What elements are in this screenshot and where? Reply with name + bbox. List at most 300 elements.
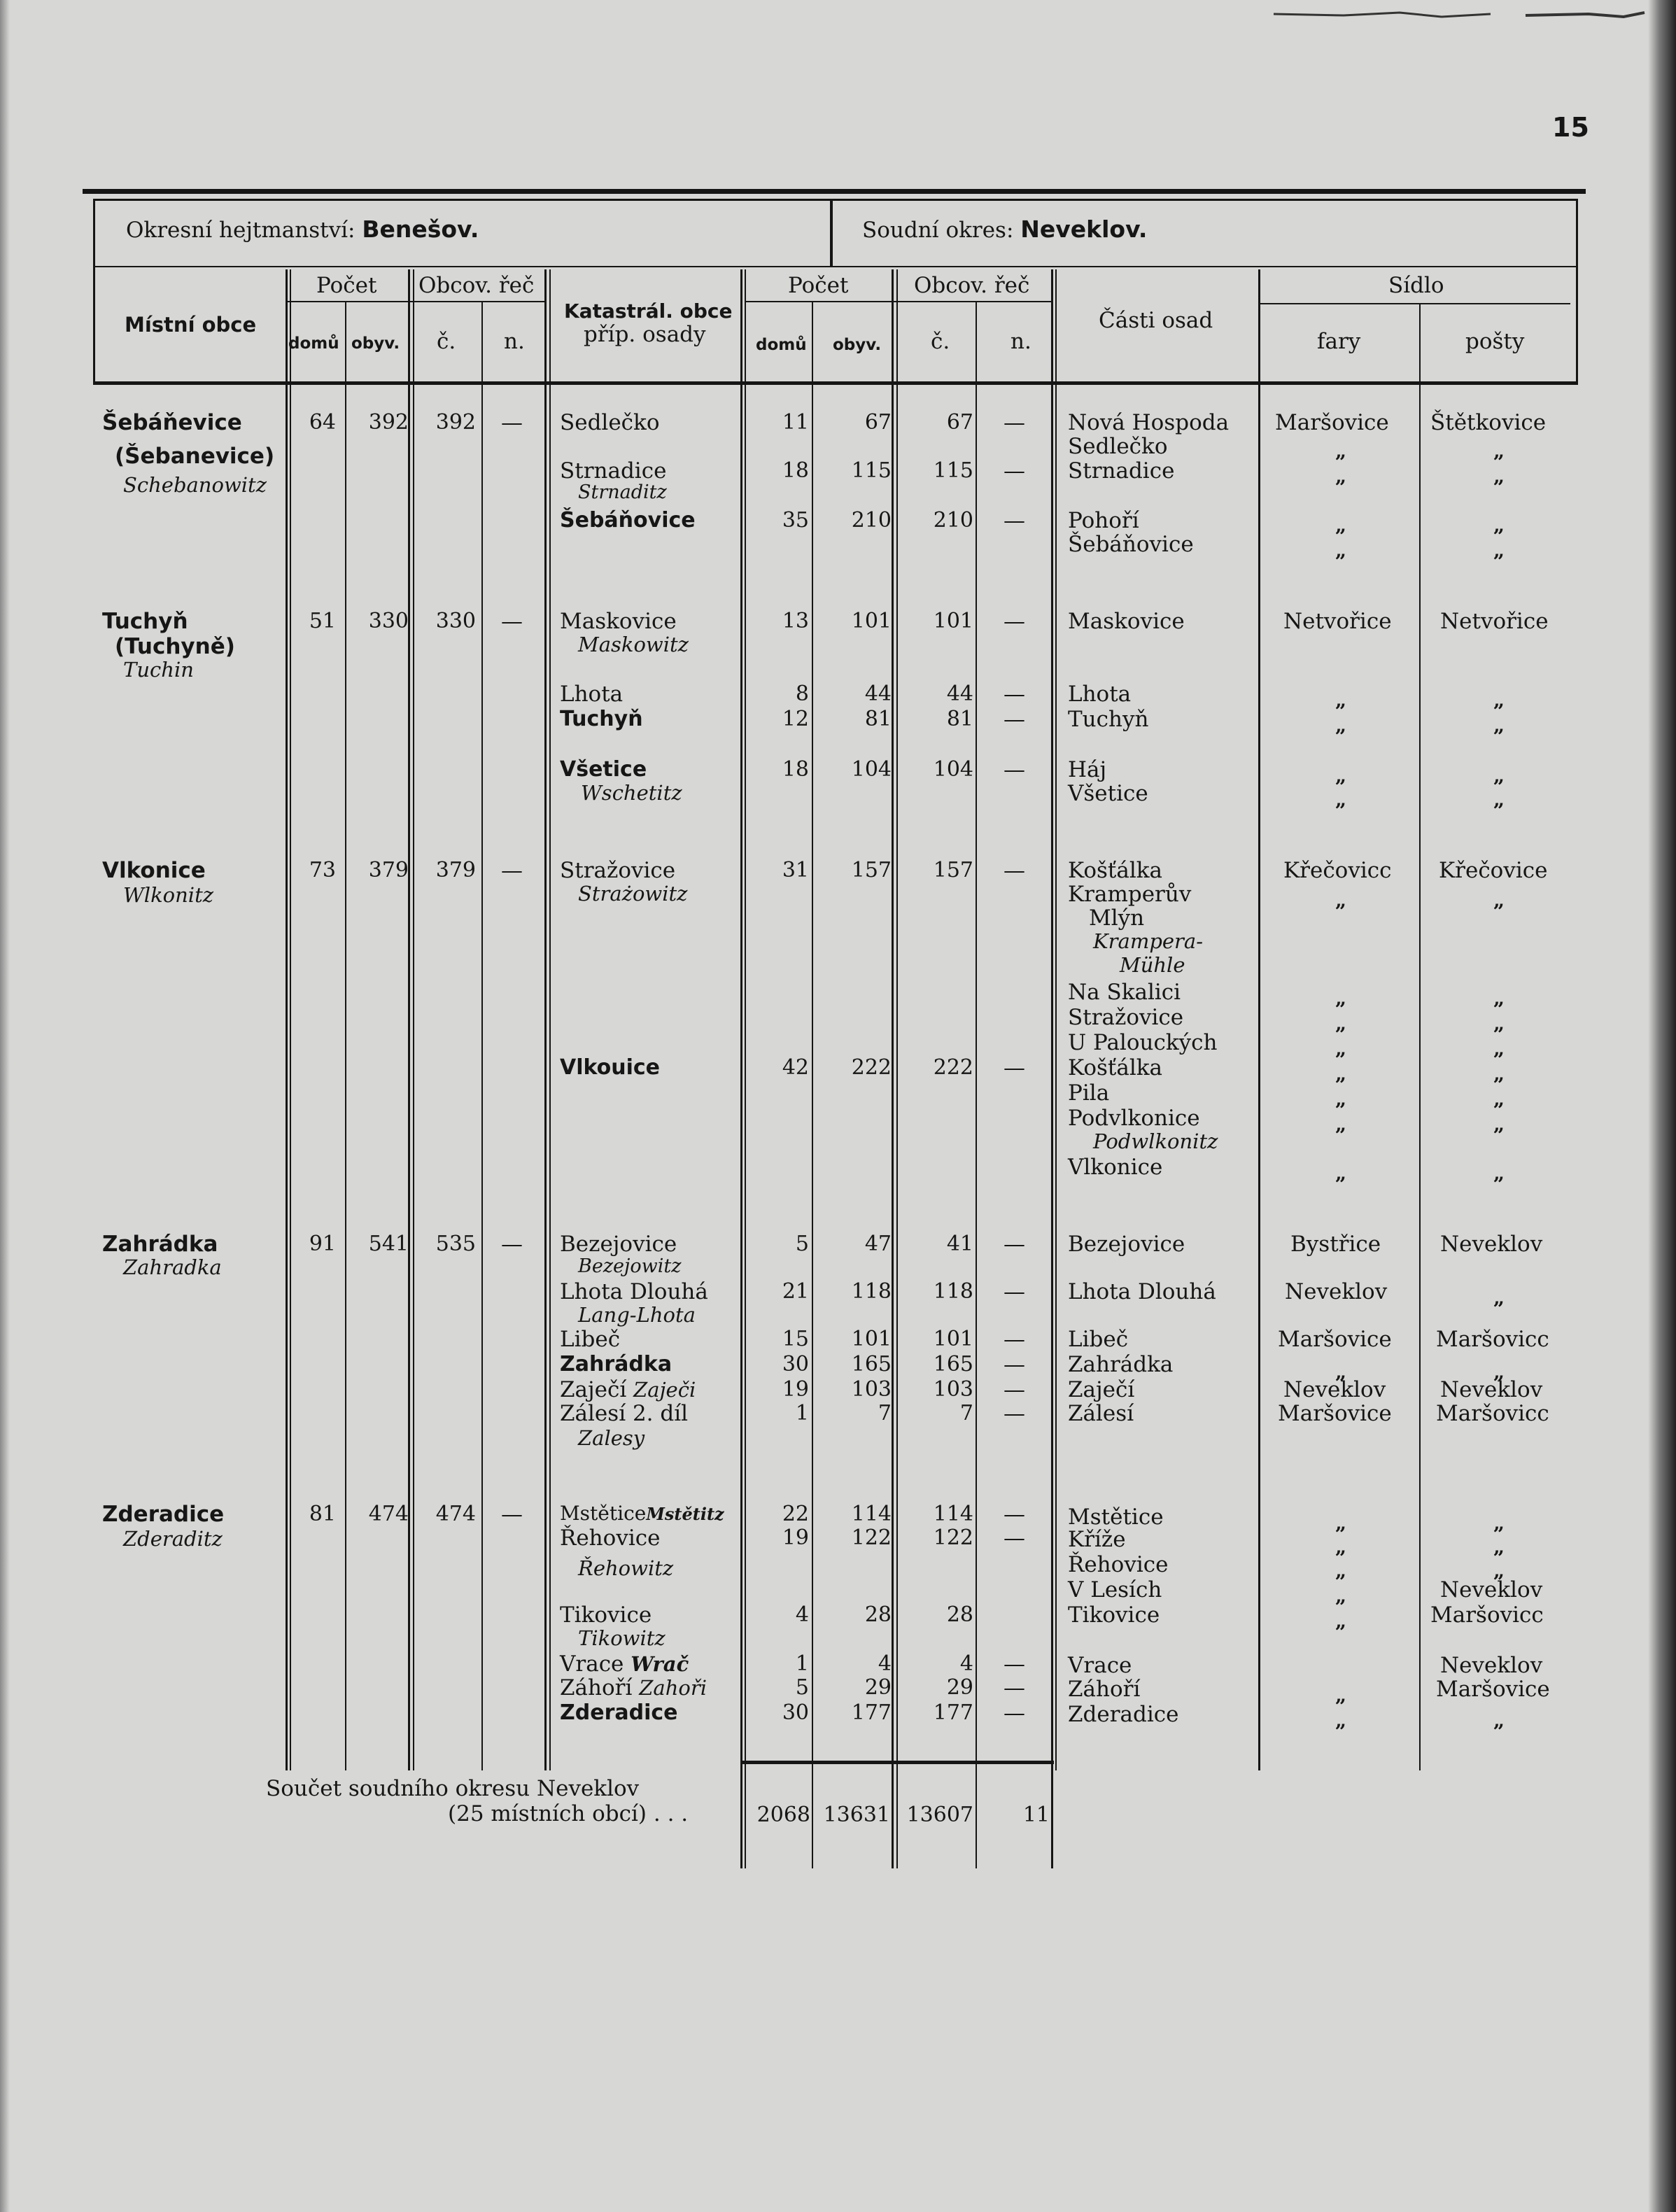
vline-3 (408, 269, 410, 1770)
cast-osady: Košťálka (1068, 1055, 1163, 1080)
cast-osady: Kramperův (1068, 882, 1192, 907)
dash: — (1004, 1502, 1025, 1527)
vline-10b (1055, 269, 1057, 1770)
obec-name: Zderadice (102, 1502, 225, 1527)
k-domu: 18 (782, 757, 809, 782)
col-fary: fary (1317, 329, 1361, 354)
scan-edge-left (0, 0, 10, 2212)
vline-right (1576, 199, 1578, 382)
district-label: Okresní hejtmanství: (126, 218, 355, 243)
k-domu: 18 (782, 458, 809, 483)
katastr-cz: Mstětice (560, 1502, 647, 1525)
fara: Maršovice (1278, 1327, 1392, 1352)
k-domu: 19 (782, 1526, 809, 1550)
domu: 51 (309, 609, 336, 633)
obec-name: Vlkonice (102, 858, 206, 883)
cesky: 379 (435, 858, 476, 882)
cesky: 474 (435, 1502, 476, 1526)
katastr: Sedlečko (560, 410, 660, 435)
ditto: „ (1335, 1012, 1347, 1035)
katastr: Maskovice (560, 609, 677, 634)
dash: — (1004, 1055, 1025, 1080)
ditto: „ (1335, 714, 1347, 737)
dash: — (1004, 1232, 1025, 1257)
k-cesky: 115 (933, 458, 973, 483)
obec-name-de: Schebanowitz (123, 473, 267, 497)
dash: — (1004, 458, 1025, 484)
cast-osady: Mstětice (1068, 1505, 1164, 1530)
k-obyv: 222 (851, 1055, 892, 1080)
sub-rule-2 (745, 301, 1052, 302)
cast-osady: Háj (1068, 757, 1107, 782)
cast-osady: Libeč (1068, 1327, 1129, 1352)
title-rule (93, 266, 1578, 267)
k-domu: 35 (782, 508, 809, 533)
katastr: Zálesí 2. díl (560, 1401, 689, 1426)
k-domu: 12 (782, 707, 809, 731)
ditto: „ (1493, 539, 1505, 562)
obec-name-de: Zderaditz (123, 1527, 223, 1551)
ditto: „ (1335, 1559, 1347, 1582)
col-obcov-1: Obcov. řeč (418, 273, 535, 298)
vline-6 (740, 269, 742, 1868)
posta: Netvořice (1440, 609, 1549, 634)
k-domu: 11 (782, 410, 809, 435)
ditto: „ (1335, 987, 1347, 1010)
vline-12 (1419, 303, 1421, 1770)
cast-osady: V Lesích (1068, 1577, 1162, 1602)
obec-name-alt: (Šebanevice) (115, 444, 275, 469)
col-domu-2: domů (756, 336, 807, 354)
ditto: „ (1335, 1162, 1347, 1185)
posta: Křečovice (1439, 858, 1548, 883)
katastr (560, 1651, 689, 1677)
cast-osady: Zaječí (1068, 1377, 1135, 1402)
col-c-1: č. (437, 329, 456, 354)
cast-osady: Nová Hospoda (1068, 410, 1230, 435)
cast-osady: Lhota (1068, 682, 1132, 707)
fara: Bystřice (1290, 1232, 1381, 1257)
k-obyv: 177 (851, 1700, 892, 1725)
vline-5 (544, 269, 547, 1770)
obec-name-de: Tuchin (123, 658, 194, 682)
total-cesky: 13607 (906, 1803, 973, 1827)
cast-osady: Sedlečko (1068, 434, 1168, 459)
posta: Neveklov (1440, 1577, 1543, 1602)
ditto: „ (1335, 1360, 1347, 1383)
katastr (560, 1377, 696, 1402)
katastr-de: Zahoři (639, 1676, 707, 1700)
dash: — (1004, 1327, 1025, 1352)
cesky: 535 (435, 1232, 476, 1256)
cast-osady: Bezejovice (1068, 1232, 1185, 1257)
cast-osady: Zderadice (1068, 1702, 1179, 1727)
obyv: 379 (368, 858, 409, 882)
katastr: Lhota Dlouhá (560, 1279, 708, 1304)
k-cesky: 157 (933, 858, 973, 882)
k-domu: 13 (782, 609, 809, 633)
total-label: Součet soudního okresu Neveklov (266, 1776, 640, 1801)
dash: — (501, 1232, 523, 1257)
ditto: „ (1335, 889, 1347, 912)
k-obyv: 210 (851, 508, 892, 533)
obec-name: Zahrádka (102, 1232, 218, 1257)
cast-osady: Vrace (1068, 1653, 1132, 1678)
domu: 73 (309, 858, 336, 882)
dash: — (1004, 707, 1025, 732)
katastr: Zderadice (560, 1700, 678, 1725)
cesky: 330 (435, 609, 476, 633)
vline-3b (413, 269, 414, 1770)
k-obyv: 165 (851, 1352, 892, 1376)
ditto: „ (1335, 1709, 1347, 1732)
court-name: Neveklov. (1020, 216, 1148, 243)
katastr: Strnadice (560, 458, 667, 484)
katastr-cz: Zaječí (560, 1377, 627, 1402)
katastr-de: Lang-Lhota (578, 1303, 696, 1327)
k-cesky: 103 (933, 1377, 973, 1402)
k-cesky: 41 (946, 1232, 973, 1256)
fara: Neveklov (1283, 1377, 1386, 1402)
k-domu: 42 (782, 1055, 809, 1080)
vline-8 (892, 269, 894, 1868)
fara: Netvořice (1283, 609, 1392, 634)
posta: Maršovicc (1430, 1602, 1544, 1628)
dash: — (1004, 410, 1025, 435)
dash: — (1004, 1700, 1025, 1726)
k-cesky: 29 (946, 1675, 973, 1700)
ditto: „ (1335, 788, 1347, 811)
ditto: „ (1493, 1012, 1505, 1035)
k-domu: 15 (782, 1327, 809, 1351)
obec-name-de: Zahradka (123, 1255, 222, 1279)
cesky: 392 (435, 410, 476, 435)
vline-1 (286, 269, 288, 1770)
col-posty: pošty (1465, 329, 1525, 354)
k-cesky: 81 (946, 707, 973, 731)
k-domu: 22 (782, 1502, 809, 1526)
ditto: „ (1493, 1286, 1505, 1309)
scan-top-marks (1260, 0, 1652, 28)
col-katastr-2: příp. osady (584, 322, 706, 347)
k-obyv: 114 (851, 1502, 892, 1526)
ditto: „ (1493, 1360, 1505, 1383)
ditto: „ (1335, 1062, 1347, 1085)
vline-4 (481, 302, 483, 1770)
col-obyv-2: obyv. (833, 336, 882, 354)
katastr-de: Zaječi (633, 1378, 696, 1402)
cast-osady: Kříže (1068, 1527, 1126, 1552)
cast-osady: Košťálka (1068, 858, 1163, 883)
posta: Maršovicc (1436, 1327, 1549, 1352)
k-cesky: 101 (933, 1327, 973, 1351)
k-cesky: 4 (959, 1651, 973, 1676)
katastr-cz: Vrace (560, 1651, 624, 1677)
col-domu-1: domů (288, 334, 339, 353)
ditto: „ (1335, 1087, 1347, 1111)
k-domu: 31 (782, 858, 809, 882)
k-obyv: 7 (878, 1401, 892, 1425)
ditto: „ (1493, 1087, 1505, 1111)
katastr-de: Strnaditz (578, 481, 667, 503)
dash: — (1004, 1675, 1025, 1700)
cast-osady: Všetice (1068, 781, 1148, 806)
ditto: „ (1493, 1709, 1505, 1732)
k-cesky: 67 (946, 410, 973, 435)
katastr-cz: Záhoří (560, 1675, 633, 1700)
ditto: „ (1335, 1535, 1347, 1558)
k-domu: 30 (782, 1700, 809, 1725)
k-cesky: 7 (959, 1401, 973, 1425)
k-obyv: 103 (851, 1377, 892, 1402)
k-domu: 8 (795, 682, 809, 706)
col-obyv-1: obyv. (351, 334, 400, 353)
posta: Neveklov (1440, 1653, 1543, 1678)
dash: — (1004, 1651, 1025, 1677)
katastr: Stražovice (560, 858, 676, 883)
col-obcov-2: Obcov. řeč (914, 273, 1030, 298)
cast-osady: Lhota Dlouhá (1068, 1279, 1216, 1304)
posta: Neveklov (1440, 1377, 1543, 1402)
col-katastr-1: Katastrál. obce (564, 300, 733, 323)
k-obyv: 67 (864, 410, 892, 435)
cast-osady: Pila (1068, 1080, 1110, 1106)
dash: — (501, 858, 523, 883)
fara: Maršovice (1278, 1401, 1392, 1426)
ditto: „ (1335, 1512, 1347, 1535)
ditto: „ (1493, 514, 1505, 537)
vline-1b (290, 269, 291, 1770)
katastr-de: Wrač (631, 1652, 689, 1676)
total-label-count: (25 místních obcí) . . . (448, 1801, 689, 1826)
dash: — (1004, 1526, 1025, 1551)
domu: 81 (309, 1502, 336, 1526)
k-obyv: 101 (851, 1327, 892, 1351)
vline-title (830, 199, 833, 266)
dash: — (1004, 1352, 1025, 1377)
cast-osady: Pohoří (1068, 508, 1139, 533)
cast-osady: Zálesí (1068, 1401, 1134, 1426)
ditto: „ (1335, 1584, 1347, 1607)
obyv: 392 (368, 410, 409, 435)
ditto: „ (1493, 889, 1505, 912)
cast-osady: Podvlkonice (1068, 1106, 1200, 1131)
k-domu: 5 (795, 1675, 809, 1700)
col-pocet-1: Počet (316, 273, 377, 298)
k-cesky: 28 (946, 1602, 973, 1627)
obyv: 330 (368, 609, 409, 633)
sub-rule-1 (287, 301, 546, 302)
cast-osady: Strnadice (1068, 458, 1175, 484)
katastr: Šebáňovice (560, 508, 696, 533)
katastr: Tikovice (560, 1602, 652, 1628)
ditto: „ (1493, 764, 1505, 787)
ditto: „ (1335, 1037, 1347, 1060)
k-cesky: 104 (933, 757, 973, 782)
k-cesky: 101 (933, 609, 973, 633)
dash: — (501, 410, 523, 435)
dash: — (1004, 1279, 1025, 1304)
dash: — (1004, 858, 1025, 883)
vline-7 (812, 302, 813, 1868)
katastr-de: Zalesy (578, 1426, 645, 1450)
vline-11 (1258, 269, 1260, 1770)
dash: — (1004, 1401, 1025, 1426)
cast-osady: Tuchyň (1068, 707, 1149, 732)
katastr-de: Maskowitz (578, 633, 689, 656)
k-domu: 4 (795, 1602, 809, 1627)
obyv: 541 (368, 1232, 409, 1256)
total-domu: 2068 (756, 1803, 810, 1827)
ditto: „ (1493, 1535, 1505, 1558)
ditto: „ (1335, 1684, 1347, 1707)
katastr-de: Wschetitz (581, 781, 682, 805)
cast-osady-de: Mühle (1120, 953, 1185, 977)
dash: — (1004, 757, 1025, 782)
court-label: Soudní okres: (862, 218, 1014, 243)
k-obyv: 104 (851, 757, 892, 782)
obec-name-de: Wlkonitz (123, 883, 213, 907)
ditto: „ (1493, 1512, 1505, 1535)
ditto: „ (1335, 1113, 1347, 1136)
katastr: Řehovice (560, 1526, 661, 1551)
katastr-de: Mstětitz (646, 1504, 724, 1524)
katastr: Lhota (560, 682, 624, 707)
vline-10 (1051, 269, 1053, 1868)
k-cesky: 210 (933, 508, 973, 533)
sub-rule-3 (1260, 303, 1570, 304)
dash: — (501, 609, 523, 634)
cast-osady-de: Krampera- (1093, 929, 1203, 953)
ditto: „ (1493, 788, 1505, 811)
katastr: Bezejovice (560, 1232, 677, 1257)
cast-osady: Zahrádka (1068, 1352, 1174, 1377)
domu: 64 (309, 410, 336, 435)
ditto: „ (1335, 1609, 1347, 1633)
ditto: „ (1335, 539, 1347, 562)
k-cesky: 114 (933, 1502, 973, 1526)
ditto: „ (1493, 1113, 1505, 1136)
ditto: „ (1493, 1162, 1505, 1185)
k-cesky: 177 (933, 1700, 973, 1725)
header-rule (93, 381, 1578, 385)
k-obyv: 115 (851, 458, 892, 483)
vline-5b (549, 269, 551, 1770)
k-domu: 30 (782, 1352, 809, 1376)
cast-osady: Řehovice (1068, 1552, 1169, 1577)
posta: Maršovicc (1436, 1401, 1549, 1426)
top-rule (83, 189, 1586, 194)
cast-osady: Šebáňovice (1068, 532, 1194, 557)
ditto: „ (1493, 987, 1505, 1010)
k-cesky: 122 (933, 1526, 973, 1550)
col-n-1: n. (504, 329, 525, 354)
k-cesky: 44 (946, 682, 973, 706)
cast-osady: Záhoří (1068, 1677, 1141, 1702)
k-domu: 5 (795, 1232, 809, 1256)
cast-osady-de: Podwlkonitz (1093, 1129, 1218, 1153)
fara: Neveklov (1285, 1279, 1388, 1304)
dash: — (1004, 508, 1025, 533)
ditto: „ (1493, 714, 1505, 737)
fara: Křečovicc (1283, 858, 1392, 883)
k-domu: 19 (782, 1377, 809, 1402)
k-obyv: 47 (864, 1232, 892, 1256)
ditto: „ (1493, 439, 1505, 463)
katastr (560, 1675, 707, 1700)
vline-left (93, 199, 95, 382)
k-cesky: 118 (933, 1279, 973, 1304)
total-obyv: 13631 (823, 1803, 890, 1827)
k-obyv: 118 (851, 1279, 892, 1304)
district-name: Benešov. (362, 216, 479, 243)
ditto: „ (1493, 465, 1505, 488)
ditto: „ (1335, 465, 1347, 488)
top-rule-thin (93, 199, 1578, 201)
ditto: „ (1335, 689, 1347, 712)
katastr-de: Řehowitz (578, 1556, 674, 1580)
k-obyv: 28 (864, 1602, 892, 1627)
k-obyv: 122 (851, 1526, 892, 1550)
k-obyv: 4 (878, 1651, 892, 1676)
k-domu: 1 (795, 1651, 809, 1676)
court-header (862, 216, 1147, 243)
katastr: Zahrádka (560, 1352, 672, 1376)
katastr (560, 1502, 724, 1525)
posta: Maršovice (1436, 1677, 1550, 1702)
ditto: „ (1335, 764, 1347, 787)
col-mistni-obce: Místní obce (125, 313, 257, 337)
obec-name: Tuchyň (102, 609, 188, 634)
k-obyv: 101 (851, 609, 892, 633)
col-sidlo: Sídlo (1388, 273, 1444, 298)
cast-osady: Na Skalici (1068, 980, 1181, 1005)
katastr-de: Tikowitz (578, 1626, 666, 1650)
k-obyv: 44 (864, 682, 892, 706)
fara: Maršovice (1275, 410, 1389, 435)
domu: 91 (309, 1232, 336, 1256)
vline-2 (345, 302, 346, 1770)
dash: — (501, 1502, 523, 1527)
dash: — (1004, 609, 1025, 634)
posta: Štětkovice (1430, 410, 1547, 435)
katastr-de: Bezejowitz (578, 1255, 682, 1277)
ditto: „ (1493, 689, 1505, 712)
k-domu: 21 (782, 1279, 809, 1304)
k-obyv: 157 (851, 858, 892, 882)
posta: Neveklov (1440, 1232, 1543, 1257)
district-header (126, 216, 479, 243)
obyv: 474 (368, 1502, 409, 1526)
dash: — (1004, 682, 1025, 707)
cast-osady: Vlkonice (1068, 1155, 1163, 1180)
col-c-2: č. (931, 329, 950, 354)
cast-osady: Mlýn (1089, 906, 1145, 931)
scan-edge-right (1648, 0, 1676, 2212)
katastr: Libeč (560, 1327, 621, 1352)
dash: — (1004, 1377, 1025, 1402)
katastr: Vlkouice (560, 1055, 661, 1080)
cast-osady: Stražovice (1068, 1005, 1184, 1030)
katastr-de: Strażowitz (578, 882, 688, 906)
k-obyv: 29 (864, 1675, 892, 1700)
obec-name: Šebáňevice (102, 410, 242, 435)
obec-name-alt: (Tuchyně) (115, 634, 235, 659)
ditto: „ (1335, 439, 1347, 463)
k-cesky: 222 (933, 1055, 973, 1080)
katastr: Tuchyň (560, 707, 643, 731)
ditto: „ (1493, 1062, 1505, 1085)
